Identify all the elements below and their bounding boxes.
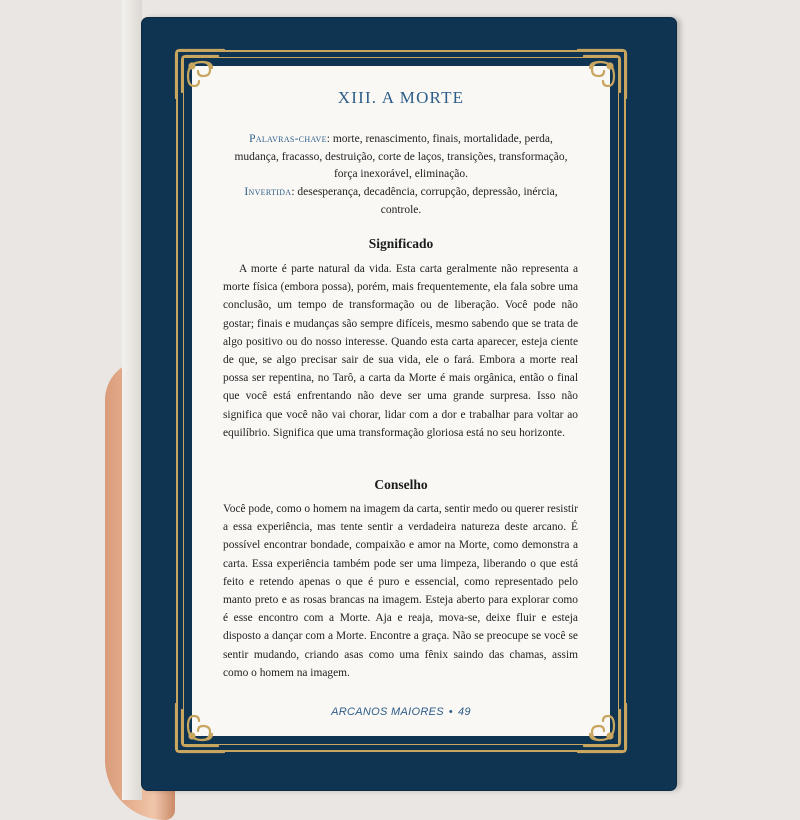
section-heading-significado: Significado [368,236,434,251]
keywords-block [232,131,570,184]
footer-section-name: ARCANOS MAIORES [331,706,444,718]
section-text-significado: A morte é parte natural da vida. Esta carta geralmente não representa a morte física (embora possa), porém, mais frequentemente, ela fala sobre uma conclusão, um tempo de transformação ou de liberação. Você pode não gostar; finais e mudanças são sempre difíceis, mesmo sabendo que se trata de algo positivo ou do nosso interesse. Quando esta carta aparecer, esteja ciente de que, se algo precisar sair de sua vida, ele o fará. Embora a morte real possa ser repentina, no Tarô, a carta da Morte é mais orgânica, então o final que você está enfrentando não deve ser uma grande surpresa. Isso não significa que você não vai chorar, lidar com a dor e trabalhar para voltar ao equilíbrio. Significa que uma transformação gloriosa está no seu horizonte. [223,263,578,439]
page-edges [122,0,142,800]
reversed-text: : desesperança, decadência, corrupção, depressão, inércia, controle. [291,186,558,216]
page-title: XIII. A MORTE [337,88,465,107]
reversed-block [232,184,570,219]
keywords-label: Palavras-chave [249,133,327,145]
page-number: 49 [458,706,471,718]
page-footer [192,706,610,718]
section-heading-conselho: Conselho [374,477,428,492]
keywords-text: : morte, renascimento, finais, mortalidade, perda, mudança, fracasso, destruição, corte de laços, transições, transformação, força inexorável, eliminação. [234,133,568,180]
reversed-label: Invertida [244,186,292,198]
section-text-conselho: Você pode, como o homem na imagem da carta, sentir medo ou querer resistir a essa experiência, mas tente sentir a verdadeira natureza deste arcano. É possível encontrar bondade, compaixão e amor na Morte, como demonstra a carta. Essa experiência também pode ser uma limpeza, liberando o que está feito e retendo apenas o que é puro e essencial, como representado pelo manto preto e as rosas brancas na imagem. Esteja aberto para explorar como é esse encontro com a Morte. Aja e reaja, mova-se, deixe fluir e esteja disposto a dançar com a Morte. Encontre a graça. Não se preocupe se você se sentir mudando, criando asas como uma fênix saindo das chamas, assim como o homem na imagem. [223,503,578,679]
footer-separator: • [448,706,453,718]
